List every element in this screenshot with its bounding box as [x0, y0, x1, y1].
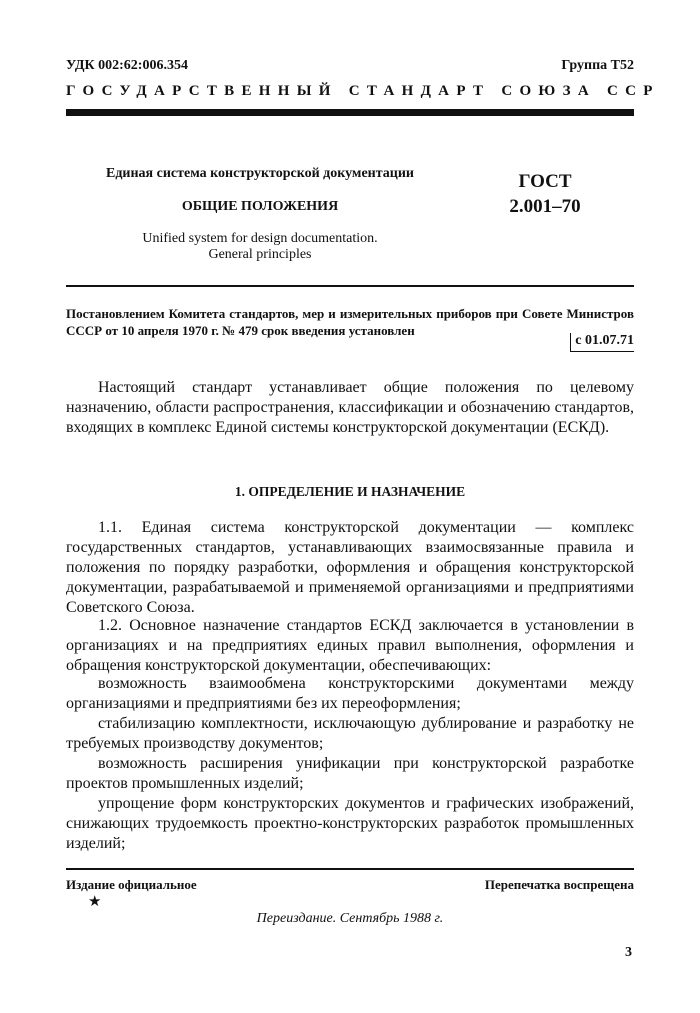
section-1-title: 1. ОПРЕДЕЛЕНИЕ И НАЗНАЧЕНИЕ — [234, 484, 466, 499]
effective-date: с 01.07.71 — [570, 333, 634, 352]
decree-text: Постановлением Комитета стандартов, мер и измерительных приборов при Совете Министров СССР от 10 апреля 1970 г. № 479 срок введения установлен — [66, 306, 634, 338]
paragraph-1-2: 1.2. Основное назначение стандартов ЕСКД заключается в установлении в организациях и на предприятиях единых правил выполнения, оформления и обращения конструкторской документации, обеспечивающих: — [66, 617, 634, 674]
page-number: 3 — [625, 945, 632, 960]
group-code: Группа Т52 — [561, 58, 634, 73]
gost-number: 2.001–70 — [509, 196, 581, 217]
title-divider — [66, 285, 634, 287]
gost-label: ГОСТ — [518, 171, 572, 192]
official-edition-label: Издание официальное — [66, 877, 197, 892]
state-standard-heading: ГОСУДАРСТВЕННЫЙ СТАНДАРТ СОЮЗА ССР — [66, 83, 660, 99]
reprint-prohibited-label: Перепечатка воспрещена — [484, 877, 634, 892]
list-item: упрощение форм конструкторских документов и графических изображений, снижающих трудоемкость проектно-конструкторских разработок промышленных изделий; — [66, 795, 634, 852]
system-name: Единая система конструкторской документации — [106, 166, 414, 181]
document-title: ОБЩИЕ ПОЛОЖЕНИЯ — [181, 199, 339, 214]
star-icon: ★ — [88, 894, 102, 910]
list-item: возможность взаимообмена конструкторскими документами между организациями и предприятиями без их переоформления; — [66, 675, 634, 712]
english-title-line1: Unified system for design documentation. — [142, 231, 378, 246]
header-divider — [66, 109, 634, 116]
list-item: стабилизацию комплектности, исключающую дублирование и разработку не требуемых производству документов; — [66, 715, 634, 752]
footer-divider — [66, 868, 634, 870]
paragraph-1-1: 1.1. Единая система конструкторской документации — комплекс государственных стандартов, устанавливающих взаимосвязанные правила и положения по порядку разработки, оформления и обращения конструкторской документации, разрабатываемой и применяемой организациями и предприятиями Советского Союза. — [66, 519, 634, 616]
reissue-note: Переиздание. Сентябрь 1988 г. — [256, 911, 444, 926]
intro-paragraph: Настоящий стандарт устанавливает общие положения по целевому назначению, области распространения, классификации и обозначению стандартов, входящих в комплекс Единой системы конструкторской документации (ЕСКД). — [66, 379, 634, 436]
list-item: возможность расширения унификации при конструкторской разработке проектов промышленных изделий; — [66, 755, 634, 792]
udk-code: УДК 002:62:006.354 — [66, 58, 188, 73]
english-title-line2: General principles — [208, 247, 312, 262]
